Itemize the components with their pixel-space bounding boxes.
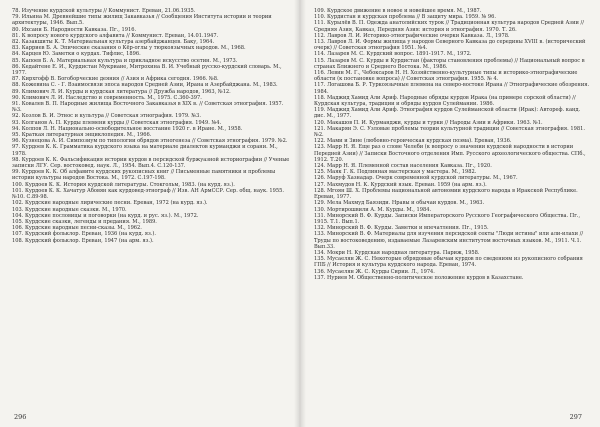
bibliography-entry: 123. Марр Н. Я. Еще раз о слове Челеби (к вопросу о значении курдской народности в истории Передней Азии) // Записки Восточного отделения Имп. Русского археологического общества. СПб., 1912. Т.20. [314, 144, 586, 163]
bibliography-entry: 132. Минорский В. Ф. Курды. Заметки и впечатления. Пг., 1915. [314, 225, 489, 232]
bibliography-entry: 111. Курылёв В. П. Одежда анатолийских турок // Традиционная культура народов Средней Азии // Средняя Азия, Кавказ, Передняя Азия: история и этнография. 1970. Т. 26. [314, 20, 584, 33]
bibliography-entry: 92. Козлов В. И. Этнос и культура // Советская этнография. 1979. №3. [12, 113, 201, 120]
page-number-right: 297 [569, 413, 582, 421]
bibliography-entry: 127. Махмудов Н. К. Курдский язык. Ереван. 1959 (на арм. яз.). [314, 181, 487, 188]
bibliography-entry: 95. Краткая литературная энциклопедия. М., 1966. [12, 132, 152, 139]
bibliography-entry: 110. Курдистан и курдская проблема // В защиту мира. 1959. № 96. [314, 14, 496, 21]
bibliography-entry: 122. Мами и Зине (любовно-героическая курдская поэма). Ереван, 1936. [314, 138, 512, 145]
bibliography-entry: 128. Мгоян Ш. Х. Проблемы национальной автономии курдского народа в Иракской Республике. Ереван, 1977. [314, 187, 578, 201]
bibliography-entry: 113. Лавров Л. И. Формы жилища у народов Северного Кавказа до середины XVIII в. (исторический очерк) // Советская этнография 1951. №4. [314, 39, 586, 52]
bibliography-entry: 114. Лазарев М. С. Курдский вопрос. 1891-1917. М., 1972. [314, 51, 472, 58]
bibliography-entry: 116. Левин М. Г., Чебоксаров Н. Н. Хозяйственно-культурные типы и историко-этнографические области (к постановке вопроса) // Советская этнография. 1955. № 4. [314, 70, 578, 83]
bibliography-entry: 86. Кедайтене Е. И., Курдистан Мукриане, Митрохина В. И. Учебный русско-курдский словарь. М., 1977. [12, 63, 282, 77]
bibliography-list-left [12, 8, 290, 244]
bibliography-entry: 119. Маджид Хамид Али Ариф. Этнография курдов Сулейманской области (Ирак): Автореф. канд. дис. М., 1977. [314, 107, 581, 120]
bibliography-entry: 129. Мела Махмуд Баязиди. Нравы и обычаи курдов. М., 1963. [314, 200, 485, 207]
bibliography-entry: 78. Изучение курдской культуры // Коммунист. Ереван, 21.06.1935. [12, 8, 196, 14]
bibliography-entry: 131. Минорский В. Ф. Курды. Записки Императорского Русского Географического Общества. Пг., 1915. Т.1. Вып.1. [314, 212, 581, 225]
bibliography-entry: 112. Лавров Л. И. Историко-этнографические очерки Кавказа. Л., 1978. [314, 32, 510, 39]
bibliography-entry: 88. Кожевина С. - Г. Взаимосвязи эпоса народов Средней Азии, Ирана и Азербайджана. М., 1983. [12, 82, 278, 89]
bibliography-entry: 89. Климович Л. И. Курды и курдская литература // Дружба народов, 1963, №12. [12, 88, 231, 95]
bibliography-entry: 125. Маяк Г. К. Подлинная мастерская у мастера. М., 1982. [314, 169, 477, 176]
bibliography-entry: 82. Казакшиты К. Т. Материальная культура азербайджанцев. Баку, 1964. [12, 39, 215, 46]
bibliography-entry: 80. Ихсани Б. Народности Кавказа. Пг., 1916. [12, 26, 137, 33]
bibliography-entry: 100. Курдоев К. К. История курдской литературы. Стокгольм, 1983. (на курд. яз.). [12, 181, 235, 188]
bibliography-entry: 118. Маджид Хамид Али Ариф. Народные обряды курдов Ирака (на примере сорской области) // Курдская культура, традиции и обряды курдов Сулеймании. 1986. [314, 94, 576, 108]
bibliography-entry: 81. К вопросу нового курдского алфавита // Коммунист. Ереван, 14.01.1947. [12, 32, 219, 39]
bibliography-entry: 84. Карцев Ю. Заметки о курдах. Тифлис, 1896. [12, 51, 141, 58]
book-gutter [294, 0, 306, 427]
bibliography-entry: 99. Курдоев К. К. Об алфавите курдских рукописных книг // Письменные памятники и проблемы истории культуры народов Востока. М., 1972. С.197-198. [12, 169, 276, 182]
bibliography-entry: 101. Курдоев К. К. Хачатур Абовян как курдовед-этнограф // Изв. АН АрмССР. Сер. общ. наук. 1955. №10. С.89-98. [12, 187, 284, 201]
bibliography-entry: 103. Курдские народные сказки. М., 1970. [12, 206, 127, 213]
bibliography-entry: 107. Курдский фольклор. Ереван, 1936 (на курд. яз.). [12, 231, 156, 238]
bibliography-entry: 130. Мортирошвили А. М. Курды. М., 1984. [314, 206, 432, 213]
bibliography-entry: 96. Кузнецова А. И. Симпозиум по типологии обрядов этногенеза // Советская этнография. 1979. №2. [12, 138, 288, 145]
bibliography-entry: 120. Макашов П. И. Курманджи, курды и турки // Народы Азии и Африки. 1963. №1. [314, 119, 543, 126]
bibliography-entry: 98. Курдоев К. К. Фальсификация истории курдов в персидской буржуазной историографии // Ученые записки ЛГУ. Сер. востоковед. наук. Л., 1954. Вып.4. С.120-137. [12, 156, 290, 170]
bibliography-entry: 137. Нуриев М. Общественно-политическое положение курдов в Казахстане. [314, 274, 524, 281]
bibliography-entry: 105. Курдские сказки, легенды и предания. М., 1989. [12, 218, 157, 225]
bibliography-entry: 124. Марр Н. Я. Племенной состав населения Кавказа. Пг., 1920. [314, 163, 492, 170]
bibliography-entry: 87. Кирхгофф В. Богоборческие деяния // Азия и Африка сегодня. 1966. №8. [12, 76, 219, 83]
right-page [300, 0, 600, 427]
bibliography-entry: 135. Мусаелян Ж. С. Некоторые обрядовые обычаи курдов по сведениям из рукописного собрания ГПБ // История и культура курдского народа. Ереван, 1974. [314, 256, 583, 269]
bibliography-entry: 106. Курдские народные песни-сказы. М., 1962. [12, 225, 142, 232]
bibliography-entry: 126. Маруф Хазнадар. Очерк современной курдской литературы. М., 1967. [314, 175, 518, 182]
bibliography-entry: 115. Лазарев М. С. Курды и Курдистан (факторы становления проблемы) // Национальный вопрос в странах Ближнего и Среднего Востока. М., 1986. [314, 57, 585, 70]
bibliography-entry: 93. Колганов А. П. Курды племени курды // Советская этнография. 1949. №4. [12, 119, 222, 126]
bibliography-entry: 133. Минорский В. Ф. Материалы для изучения персидской секты "Люди истины" или али-илахи // Труды по востоковедению, издаваемые Лазаревским институтом восточных языков. М., 1911. Ч.1. Вып.33. [314, 231, 584, 250]
bibliography-entry: 104. Курдские пословицы и поговорки (на курд. и рус. яз.). М., 1972. [12, 212, 199, 219]
bibliography-entry: 94. Колпов Л. Н. Национально-освободительное восстание 1920 г. в Иране. М., 1958. [12, 125, 243, 132]
bibliography-entry: 117. Логашова Б. Р. Туркоязычные племена на северо-востоке Ирана // Этнографические обозрения. 1984. [314, 82, 590, 95]
bibliography-entry: 90. Климович Л. И. Наследство и современность. М., 1975. С.360-397. [12, 94, 202, 101]
bibliography-entry: 91. Ковалев В. П. Народные жилища Восточного Закавказья в XIX в. // Советская этнография. 1957. №3. [12, 101, 284, 114]
page-number-left: 296 [14, 413, 27, 421]
bibliography-entry: 134. Мокри Н. Курдская народная литература. Париж, 1958. [314, 249, 480, 256]
bibliography-entry: 108. Курдский фольклор. Ереван, 1947 (на арм. яз.). [12, 237, 154, 244]
bibliography-entry: 102. Курдские народные лирические песни. Ереван, 1972 (на курд. яз.). [12, 200, 208, 207]
bibliography-entry: 83. Карриев Б. А. Эпические сказания о Кёр-оглы у тюркоязычных народов. М., 1968. [12, 45, 246, 52]
bibliography-entry: 85. Капоев Б. А. Материальная культура и прикладное искусство осетин. М., 1973. [12, 57, 238, 64]
bibliography-entry: 79. Ильина М. Древнейшие типы жилищ Закавказья // Сообщения Института истории и теории архитектуры, 1946. Вып.5. [12, 14, 272, 27]
bibliography-entry: 136. Мусаелян Ж. С. Курды Сирии. Л., 1974. [314, 268, 435, 275]
bibliography-list-right [314, 8, 590, 281]
bibliography-entry: 121. Макарян Э. С. Узловые проблемы теории культурной традиции // Советская этнография. 1981. №2. [314, 125, 585, 139]
bibliography-entry: 109. Курдское движение в новое и новейшее время. М., 1987. [314, 8, 482, 14]
bibliography-entry: 97. Курдоев К. К. Грамматика курдского языка на материале диалектов курманджи и сорани. М., 1978. [12, 144, 278, 157]
